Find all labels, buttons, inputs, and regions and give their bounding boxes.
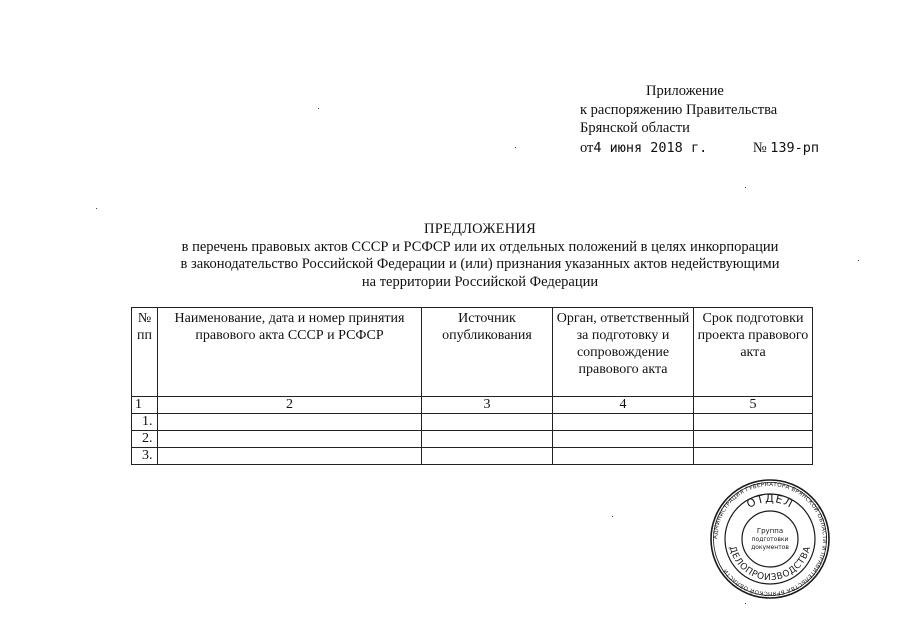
scan-speck	[745, 603, 746, 604]
stamp-ring-top: ОТДЕЛ	[744, 491, 796, 511]
column-number: 3	[422, 397, 553, 414]
cell-act-name	[158, 431, 422, 448]
cell-source	[422, 448, 553, 465]
title-line-1: в перечень правовых актов СССР и РСФСР или их отдельных положений в целях инкорпорации	[181, 238, 779, 255]
header-source: Источник опубликования	[422, 308, 553, 397]
header-act-name: Наименование, дата и номер принятия правового акта СССР и РСФСР	[158, 308, 422, 397]
column-numbers-row	[132, 397, 813, 414]
title-heading: ПРЕДЛОЖЕНИЯ	[424, 221, 536, 237]
column-number: 1	[132, 397, 158, 414]
appendix-date-line	[580, 139, 880, 158]
scan-speck	[612, 516, 613, 517]
cell-responsible-body	[553, 414, 694, 431]
svg-text:ОТДЕЛ	[745, 492, 796, 511]
cell-term	[694, 431, 813, 448]
row-index: 2.	[132, 431, 158, 448]
appendix-header	[580, 82, 880, 157]
document-title	[130, 221, 830, 291]
number-block	[753, 140, 819, 156]
cell-act-name	[158, 414, 422, 431]
stamp-ring-bottom: ДЕЛОПРОИЗВОДСТВА	[726, 545, 814, 584]
scan-speck	[96, 208, 97, 209]
number-prefix: №	[752, 139, 767, 156]
table-row	[132, 431, 813, 448]
table-header-row	[132, 308, 813, 397]
appendix-decree: к распоряжению Правительства	[580, 101, 778, 118]
stamp-outer-text: АДМИНИСТРАЦИЯ ГУБЕРНАТОРА БРЯНСКОЙ ОБЛАСТИ И ПРАВИТЕЛЬСТВА БРЯНСКОЙ ОБЛАСТИ	[712, 481, 828, 597]
table-row	[132, 448, 813, 465]
stamp-center-line-1: Группа	[756, 527, 784, 535]
number-value: 139-рп	[770, 139, 820, 156]
row-index: 1.	[132, 414, 158, 431]
cell-source	[422, 414, 553, 431]
appendix-label: Приложение	[646, 83, 724, 99]
column-number: 5	[694, 397, 813, 414]
title-line-3: на территории Российской Федерации	[361, 273, 599, 290]
scan-speck	[745, 187, 746, 188]
scan-speck	[858, 260, 859, 261]
header-responsible-body: Орган, ответственный за подготовку и сопровождение правового акта	[553, 308, 694, 397]
cell-term	[694, 448, 813, 465]
stamp-center-line-2: подготовки	[751, 536, 789, 543]
cell-responsible-body	[553, 448, 694, 465]
cell-act-name	[158, 448, 422, 465]
title-line-2: в законодательство Российской Федерации и (или) признания указанных актов недействующими	[180, 256, 780, 272]
acts-table	[131, 307, 813, 465]
column-number: 2	[158, 397, 422, 414]
scan-speck	[515, 147, 516, 148]
header-term: Срок подготовки проекта правового акта	[694, 308, 813, 397]
date-prefix: от	[580, 139, 594, 156]
cell-responsible-body	[553, 431, 694, 448]
stamp-center-line-3: документов	[751, 544, 789, 551]
header-number: № пп	[132, 308, 158, 397]
cell-source	[422, 431, 553, 448]
cell-term	[694, 414, 813, 431]
row-index: 3.	[132, 448, 158, 465]
column-number: 4	[553, 397, 694, 414]
office-stamp	[709, 478, 831, 600]
appendix-region: Брянской области	[580, 120, 690, 136]
date-value: 4 июня 2018 г.	[593, 139, 708, 156]
table-row	[132, 414, 813, 431]
scan-speck	[318, 108, 319, 109]
